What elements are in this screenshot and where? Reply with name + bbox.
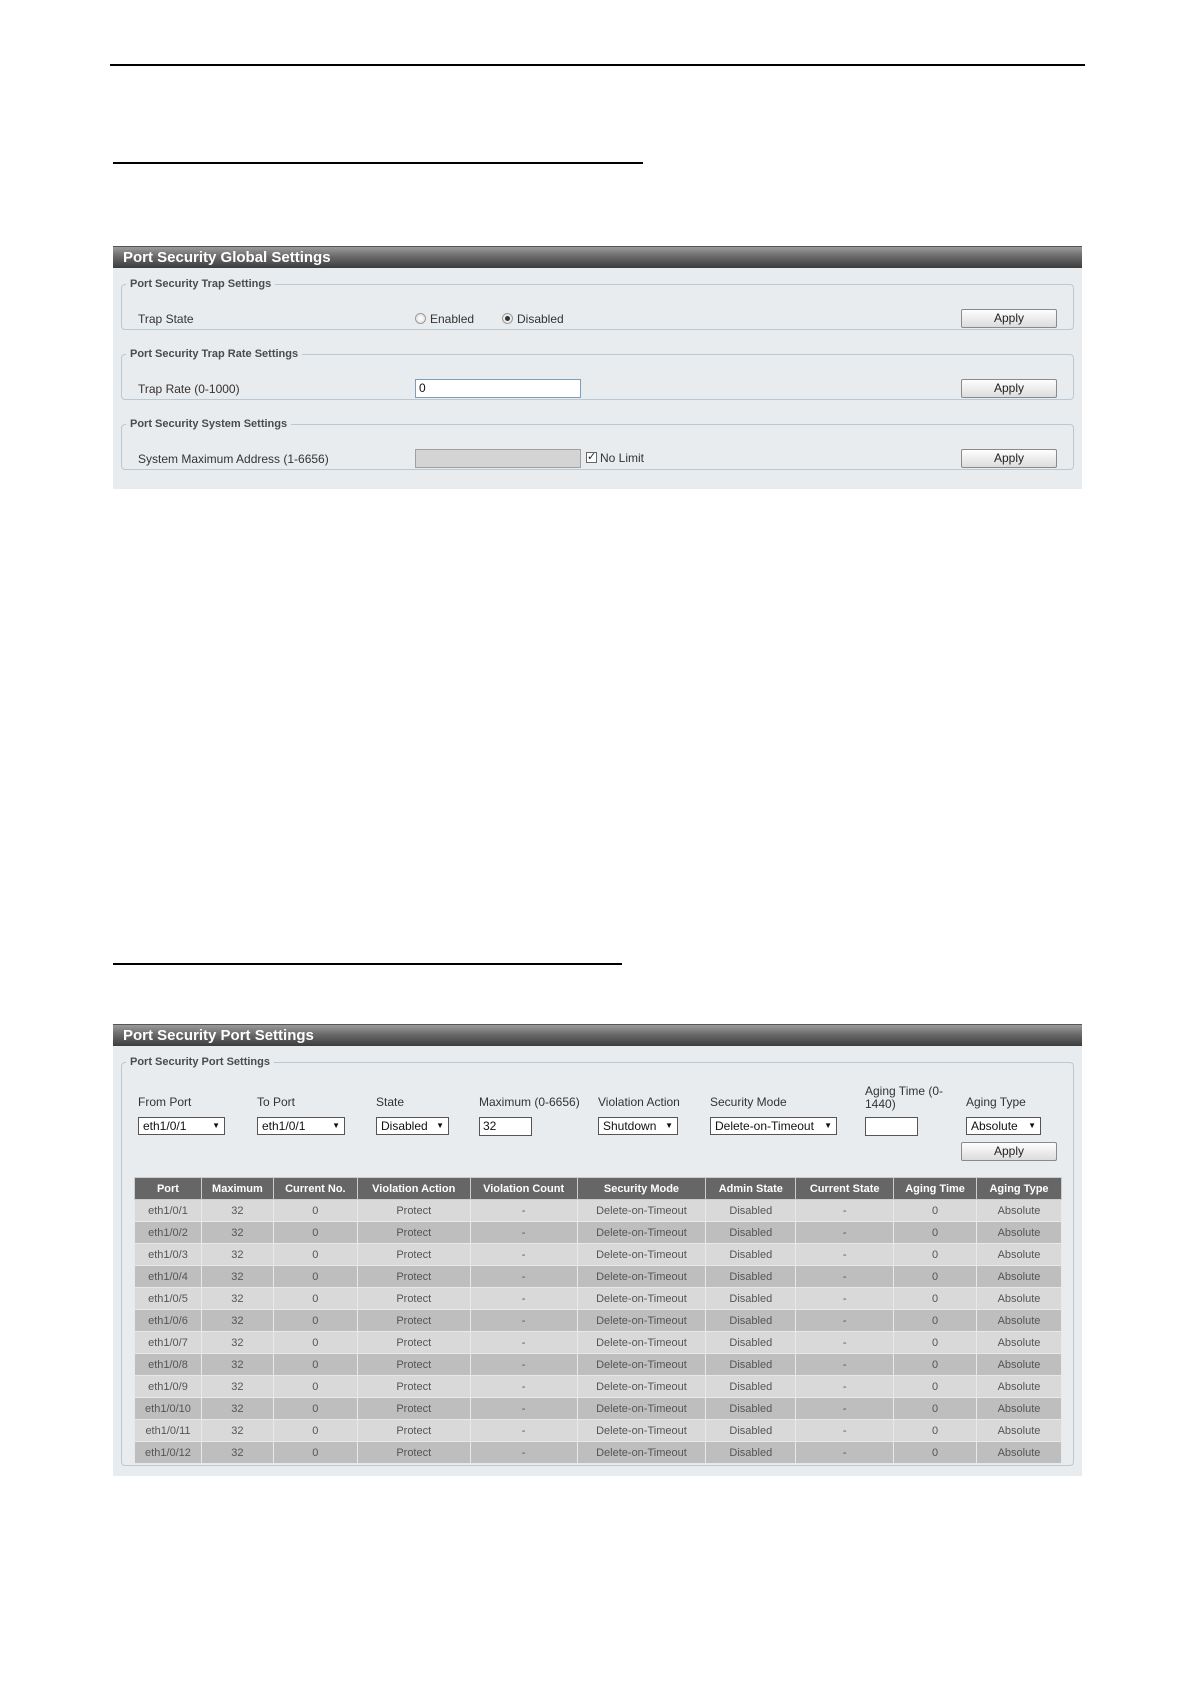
- column-header: Aging Time: [894, 1178, 977, 1200]
- table-cell: Absolute: [977, 1288, 1062, 1310]
- table-cell: 0: [894, 1222, 977, 1244]
- table-cell: -: [470, 1332, 577, 1354]
- table-cell: 0: [273, 1244, 357, 1266]
- no-limit-checkbox[interactable]: ✓: [587, 451, 597, 463]
- maximum-input[interactable]: 32: [479, 1117, 532, 1136]
- table-cell: -: [796, 1376, 894, 1398]
- table-cell: Delete-on-Timeout: [577, 1222, 706, 1244]
- table-cell: -: [796, 1354, 894, 1376]
- table-cell: 0: [894, 1420, 977, 1442]
- table-cell: Disabled: [706, 1244, 796, 1266]
- column-header: Current State: [796, 1178, 894, 1200]
- table-cell: 0: [894, 1266, 977, 1288]
- table-cell: 0: [894, 1288, 977, 1310]
- table-cell: Delete-on-Timeout: [577, 1442, 706, 1464]
- trap-disabled-label: Disabled: [517, 312, 564, 326]
- table-cell: -: [796, 1420, 894, 1442]
- trap-enabled-radio[interactable]: [415, 313, 426, 324]
- table-cell: Disabled: [706, 1398, 796, 1420]
- table-cell: Absolute: [977, 1244, 1062, 1266]
- table-cell: Protect: [357, 1332, 470, 1354]
- trap-state-label: Trap State: [138, 312, 194, 326]
- table-cell: -: [796, 1398, 894, 1420]
- table-cell: -: [796, 1244, 894, 1266]
- table-cell: -: [470, 1354, 577, 1376]
- global-settings-panel: [113, 246, 1082, 489]
- fieldset-legend: Port Security System Settings: [130, 418, 288, 430]
- table-cell: Protect: [357, 1222, 470, 1244]
- table-cell: 32: [201, 1266, 273, 1288]
- table-cell: -: [796, 1310, 894, 1332]
- table-cell: 32: [201, 1420, 273, 1442]
- panel-title: Port Security Port Settings: [113, 1024, 1082, 1046]
- table-cell: Delete-on-Timeout: [577, 1310, 706, 1332]
- table-cell: eth1/0/5: [135, 1288, 202, 1310]
- table-cell: 32: [201, 1376, 273, 1398]
- table-cell: 0: [273, 1398, 357, 1420]
- table-row: [135, 1310, 1062, 1332]
- table-cell: 0: [273, 1222, 357, 1244]
- port-security-table: [134, 1177, 1062, 1464]
- table-header-row: [135, 1178, 1062, 1200]
- port-settings-apply-button[interactable]: Apply: [961, 1142, 1057, 1161]
- table-cell: Disabled: [706, 1354, 796, 1376]
- to-port-select[interactable]: [257, 1117, 345, 1135]
- violation-action-select[interactable]: [598, 1117, 678, 1135]
- select-value: Shutdown: [603, 1119, 657, 1133]
- state-select[interactable]: [376, 1117, 449, 1135]
- table-cell: Absolute: [977, 1442, 1062, 1464]
- select-value: Absolute: [971, 1119, 1018, 1133]
- table-row: [135, 1222, 1062, 1244]
- table-cell: eth1/0/1: [135, 1200, 202, 1222]
- table-cell: 0: [273, 1442, 357, 1464]
- table-cell: Protect: [357, 1200, 470, 1222]
- table-cell: 32: [201, 1332, 273, 1354]
- table-cell: 0: [894, 1376, 977, 1398]
- table-cell: -: [470, 1376, 577, 1398]
- table-cell: Absolute: [977, 1354, 1062, 1376]
- table-cell: 32: [201, 1244, 273, 1266]
- column-header: Admin State: [706, 1178, 796, 1200]
- table-cell: Delete-on-Timeout: [577, 1354, 706, 1376]
- maximum-label: Maximum (0-6656): [479, 1095, 580, 1109]
- table-cell: eth1/0/4: [135, 1266, 202, 1288]
- table-cell: 0: [273, 1354, 357, 1376]
- caret-down-icon: ▼: [436, 1121, 444, 1130]
- no-limit-label: No Limit: [600, 451, 645, 465]
- caret-down-icon: ▼: [212, 1121, 220, 1130]
- table-cell: Absolute: [977, 1266, 1062, 1288]
- table-cell: -: [470, 1442, 577, 1464]
- table-cell: Protect: [357, 1420, 470, 1442]
- table-cell: 32: [201, 1200, 273, 1222]
- table-cell: Delete-on-Timeout: [577, 1266, 706, 1288]
- table-cell: 32: [201, 1222, 273, 1244]
- table-cell: Protect: [357, 1354, 470, 1376]
- table-row: [135, 1332, 1062, 1354]
- select-value: eth1/0/1: [143, 1119, 187, 1133]
- table-body: [135, 1200, 1062, 1464]
- trap-settings-fieldset: [121, 278, 1074, 330]
- table-cell: 0: [894, 1354, 977, 1376]
- caret-down-icon: ▼: [665, 1121, 673, 1130]
- fieldset-legend: Port Security Trap Settings: [130, 278, 272, 290]
- table-cell: Disabled: [706, 1310, 796, 1332]
- aging-time-input[interactable]: [865, 1117, 918, 1136]
- table-cell: Disabled: [706, 1200, 796, 1222]
- table-cell: Disabled: [706, 1222, 796, 1244]
- table-cell: Protect: [357, 1310, 470, 1332]
- table-row: [135, 1200, 1062, 1222]
- table-row: [135, 1376, 1062, 1398]
- table-cell: Protect: [357, 1376, 470, 1398]
- table-cell: -: [470, 1244, 577, 1266]
- table-row: [135, 1398, 1062, 1420]
- table-cell: -: [470, 1398, 577, 1420]
- table-cell: eth1/0/7: [135, 1332, 202, 1354]
- table-cell: Absolute: [977, 1398, 1062, 1420]
- table-cell: Disabled: [706, 1266, 796, 1288]
- table-cell: Delete-on-Timeout: [577, 1332, 706, 1354]
- aging-type-label: Aging Type: [966, 1095, 1026, 1109]
- trap-state-apply-button[interactable]: Apply: [961, 309, 1057, 328]
- table-cell: Disabled: [706, 1332, 796, 1354]
- table-cell: -: [796, 1288, 894, 1310]
- table-cell: Disabled: [706, 1288, 796, 1310]
- trap-rate-fieldset: [121, 348, 1074, 400]
- table-cell: 0: [894, 1310, 977, 1332]
- to-port-label: To Port: [257, 1095, 296, 1109]
- table-cell: 0: [273, 1420, 357, 1442]
- table-cell: Delete-on-Timeout: [577, 1420, 706, 1442]
- column-header: Violation Count: [470, 1178, 577, 1200]
- table-cell: -: [470, 1222, 577, 1244]
- violation-action-label: Violation Action: [598, 1095, 680, 1109]
- caret-down-icon: ▼: [1028, 1121, 1036, 1130]
- section-rule-port: [113, 963, 622, 965]
- fieldset-legend: Port Security Trap Rate Settings: [130, 348, 299, 360]
- table-cell: -: [470, 1288, 577, 1310]
- table-cell: -: [470, 1266, 577, 1288]
- table-row: [135, 1266, 1062, 1288]
- table-cell: 0: [273, 1332, 357, 1354]
- column-header: Current No.: [273, 1178, 357, 1200]
- table-cell: 32: [201, 1310, 273, 1332]
- table-row: [135, 1420, 1062, 1442]
- table-cell: eth1/0/3: [135, 1244, 202, 1266]
- table-cell: -: [796, 1266, 894, 1288]
- table-cell: Absolute: [977, 1222, 1062, 1244]
- fieldset-legend: Port Security Port Settings: [130, 1056, 270, 1068]
- table-cell: 0: [894, 1200, 977, 1222]
- system-apply-button[interactable]: Apply: [961, 449, 1057, 468]
- trap-enabled-label: Enabled: [430, 312, 475, 326]
- table-cell: eth1/0/12: [135, 1442, 202, 1464]
- from-port-select[interactable]: [138, 1117, 225, 1135]
- select-value: Disabled: [381, 1119, 428, 1133]
- table-row: [135, 1442, 1062, 1464]
- table-cell: 0: [273, 1200, 357, 1222]
- table-cell: 32: [201, 1354, 273, 1376]
- table-cell: -: [796, 1222, 894, 1244]
- column-header: Maximum: [201, 1178, 273, 1200]
- page-header-rule: [110, 64, 1085, 66]
- table-cell: Protect: [357, 1244, 470, 1266]
- table-cell: Protect: [357, 1398, 470, 1420]
- security-mode-select[interactable]: [710, 1117, 837, 1135]
- select-value: Delete-on-Timeout: [715, 1119, 814, 1133]
- port-settings-panel: [113, 1024, 1082, 1476]
- table-cell: -: [796, 1442, 894, 1464]
- table-cell: Delete-on-Timeout: [577, 1376, 706, 1398]
- table-cell: 32: [201, 1398, 273, 1420]
- trap-rate-input[interactable]: 0: [415, 379, 581, 398]
- table-cell: -: [470, 1200, 577, 1222]
- table-cell: Disabled: [706, 1420, 796, 1442]
- table-cell: 32: [201, 1442, 273, 1464]
- table-cell: 0: [894, 1398, 977, 1420]
- table-row: [135, 1244, 1062, 1266]
- column-header: Security Mode: [577, 1178, 706, 1200]
- column-header: Port: [135, 1178, 202, 1200]
- table-cell: Delete-on-Timeout: [577, 1288, 706, 1310]
- panel-title: Port Security Global Settings: [113, 246, 1082, 268]
- trap-disabled-radio[interactable]: [502, 313, 513, 324]
- trap-rate-label: Trap Rate (0-1000): [138, 382, 240, 396]
- table-cell: -: [796, 1200, 894, 1222]
- table-cell: 0: [273, 1266, 357, 1288]
- table-cell: Disabled: [706, 1376, 796, 1398]
- table-cell: eth1/0/10: [135, 1398, 202, 1420]
- table-cell: -: [796, 1332, 894, 1354]
- table-cell: eth1/0/2: [135, 1222, 202, 1244]
- table-cell: 0: [273, 1288, 357, 1310]
- system-max-address-input[interactable]: [415, 449, 581, 468]
- table-cell: Absolute: [977, 1200, 1062, 1222]
- table-cell: eth1/0/9: [135, 1376, 202, 1398]
- table-cell: Absolute: [977, 1376, 1062, 1398]
- column-header: Aging Type: [977, 1178, 1062, 1200]
- table-cell: Protect: [357, 1266, 470, 1288]
- from-port-label: From Port: [138, 1095, 192, 1109]
- table-cell: Disabled: [706, 1442, 796, 1464]
- column-header: Violation Action: [357, 1178, 470, 1200]
- aging-time-label-line2: 1440): [865, 1097, 896, 1111]
- table-cell: -: [470, 1420, 577, 1442]
- table-cell: eth1/0/8: [135, 1354, 202, 1376]
- caret-down-icon: ▼: [332, 1121, 340, 1130]
- table-cell: -: [470, 1310, 577, 1332]
- section-rule-global: [113, 162, 643, 164]
- table-cell: 0: [894, 1332, 977, 1354]
- state-label: State: [376, 1095, 405, 1109]
- table-cell: Absolute: [977, 1332, 1062, 1354]
- aging-type-select[interactable]: [966, 1117, 1041, 1135]
- system-max-address-label: System Maximum Address (1-6656): [138, 452, 329, 466]
- table-cell: 0: [273, 1376, 357, 1398]
- table-cell: 32: [201, 1288, 273, 1310]
- aging-time-label-line1: Aging Time (0-: [865, 1084, 944, 1098]
- table-row: [135, 1288, 1062, 1310]
- table-row: [135, 1354, 1062, 1376]
- select-value: eth1/0/1: [262, 1119, 306, 1133]
- caret-down-icon: ▼: [824, 1121, 832, 1130]
- table-cell: Delete-on-Timeout: [577, 1244, 706, 1266]
- table-cell: eth1/0/6: [135, 1310, 202, 1332]
- table-cell: eth1/0/11: [135, 1420, 202, 1442]
- table-cell: Delete-on-Timeout: [577, 1200, 706, 1222]
- table-cell: 0: [894, 1244, 977, 1266]
- trap-rate-apply-button[interactable]: Apply: [961, 379, 1057, 398]
- table-cell: 0: [273, 1310, 357, 1332]
- table-cell: Absolute: [977, 1310, 1062, 1332]
- table-cell: Absolute: [977, 1420, 1062, 1442]
- table-cell: Protect: [357, 1288, 470, 1310]
- security-mode-label: Security Mode: [710, 1095, 787, 1109]
- table-cell: 0: [894, 1442, 977, 1464]
- table-cell: Protect: [357, 1442, 470, 1464]
- table-cell: Delete-on-Timeout: [577, 1398, 706, 1420]
